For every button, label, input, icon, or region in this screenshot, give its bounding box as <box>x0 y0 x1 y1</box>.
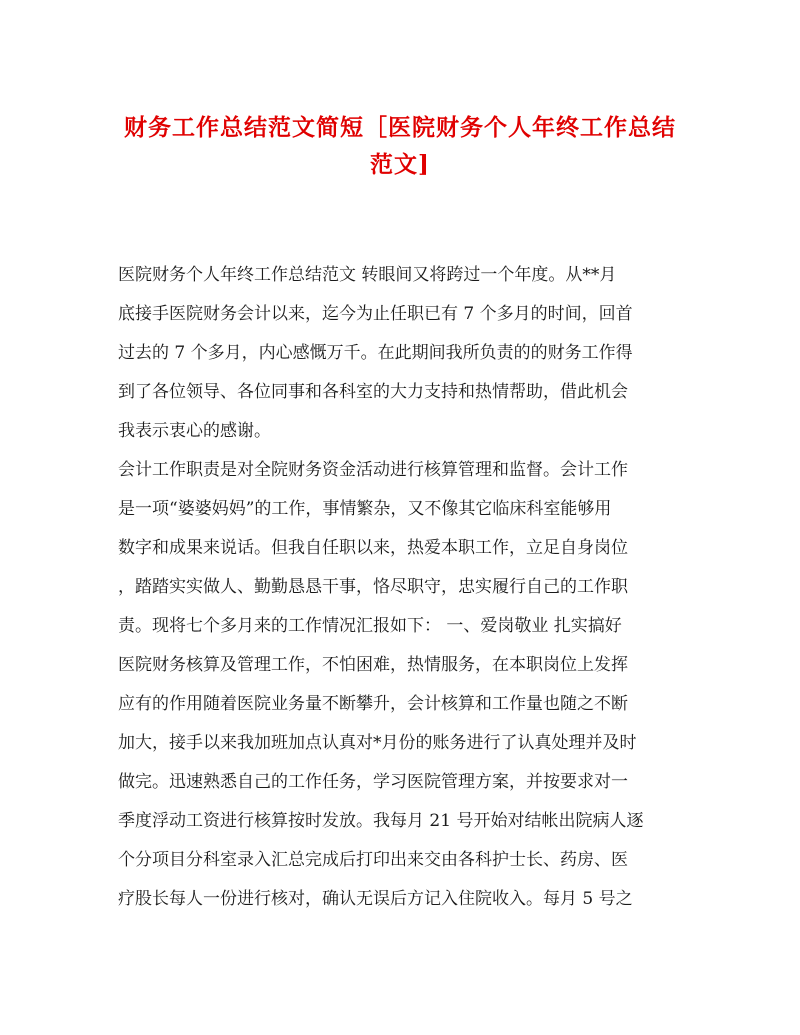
body-line: 是一项“婆婆妈妈”的工作，事情繁杂，又不像其它临床科室能够用 <box>118 499 612 519</box>
body-line: 疗股长每人一份进行核对，确认无误后方记入住院收入。每月 5 号之 <box>118 889 633 909</box>
body-line: 应有的作用随着医院业务量不断攀升，会计核算和工作量也随之不断 <box>118 694 628 714</box>
body-line: 会计工作职责是对全院财务资金活动进行核算管理和监督。会计工作 <box>118 460 628 480</box>
body-line: 底接手医院财务会计以来，迄今为止任职已有 7 个多月的时间，回首 <box>118 304 633 324</box>
document-title-line-2: 范文] <box>370 151 430 178</box>
body-line: 过去的 7 个多月，内心感慨万千。在此期间我所负责的的财务工作得 <box>118 343 633 363</box>
body-line: 加大，接手以来我加班加点认真对*月份的账务进行了认真处理并及时 <box>118 733 637 753</box>
body-line: 做完。迅速熟悉自己的工作任务，学习医院管理方案，并按要求对一 <box>118 772 628 792</box>
body-line: 到了各位领导、各位同事和各科室的大力支持和热情帮助，借此机会 <box>118 382 628 402</box>
body-line: 医院财务个人年终工作总结范文 转眼间又将跨过一个年度。从**月 <box>118 265 617 285</box>
document-title-line-1: 财务工作总结范文简短［医院财务个人年终工作总结 <box>124 114 676 141</box>
body-line: 责。现将七个多月来的工作情况汇报如下： 一、爱岗敬业 扎实搞好 <box>118 616 622 636</box>
body-line: 数字和成果来说话。但我自任职以来，热爱本职工作，立足自身岗位 <box>118 538 628 558</box>
body-line: ，踏踏实实做人、勤勤恳恳干事，恪尽职守，忠实履行自己的工作职 <box>118 577 628 597</box>
body-line: 季度浮动工资进行核算按时发放。我每月 21 号开始对结帐出院病人逐 <box>118 811 644 831</box>
body-line: 我表示衷心的感谢。 <box>118 421 271 441</box>
body-line: 医院财务核算及管理工作，不怕困难，热情服务，在本职岗位上发挥 <box>118 655 628 675</box>
body-line: 个分项目分科室录入汇总完成后打印出来交由各科护士长、药房、医 <box>118 850 628 870</box>
